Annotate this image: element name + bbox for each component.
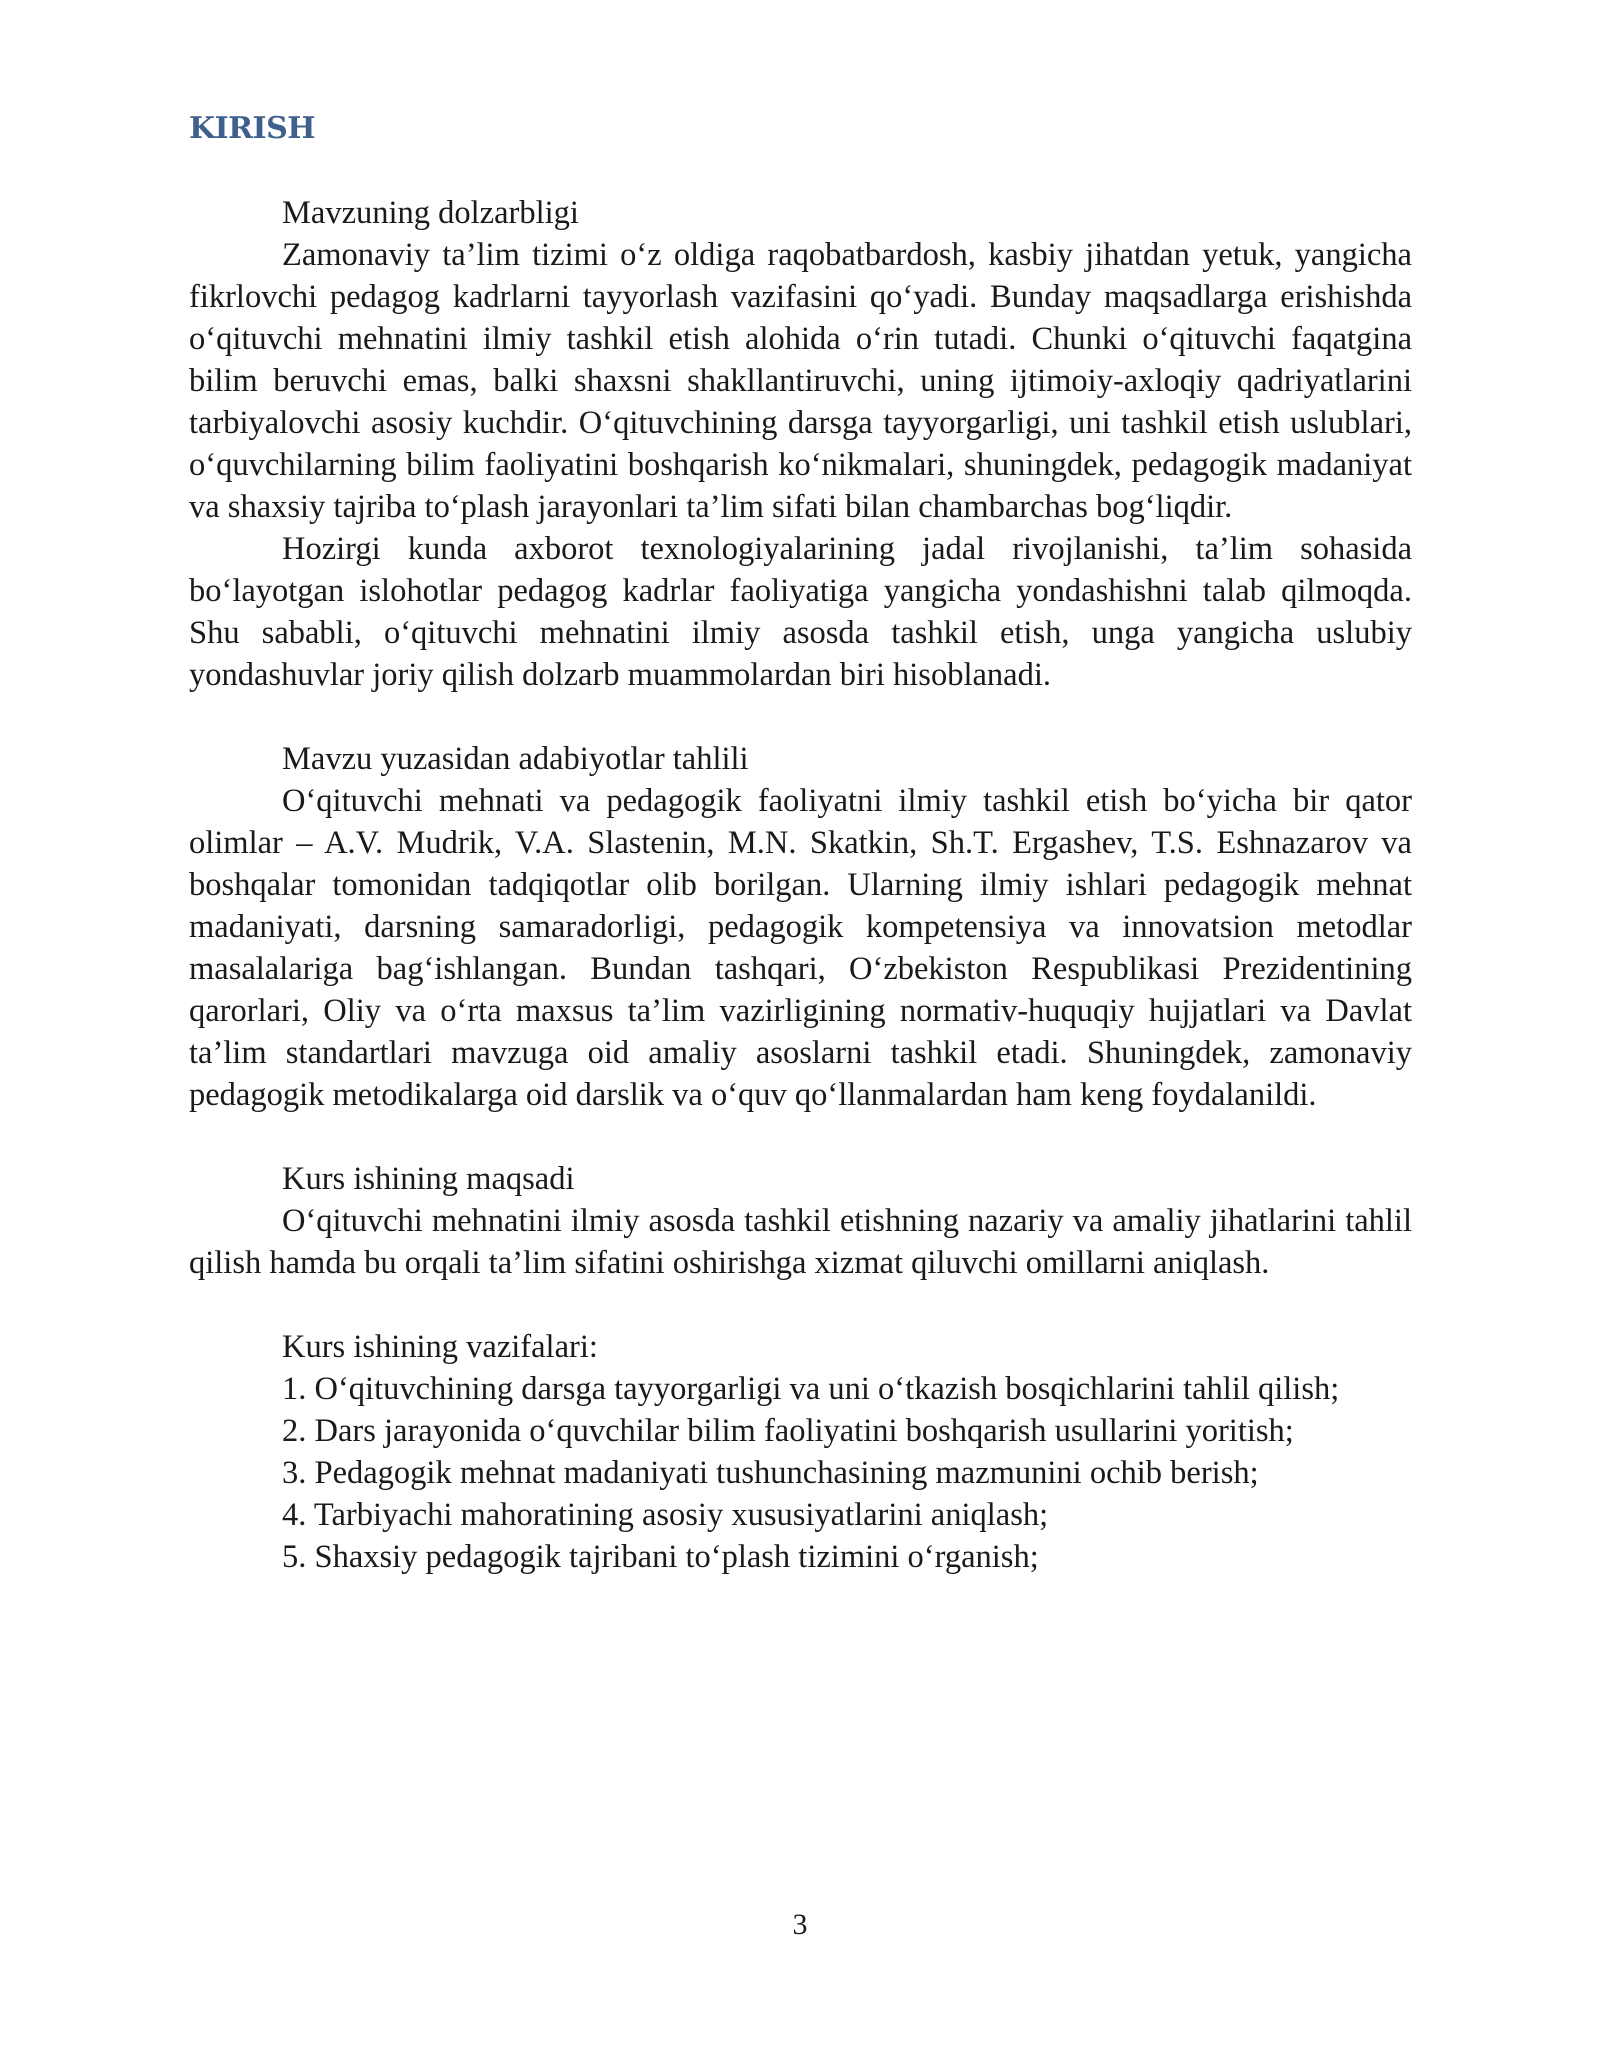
list-item: 2. Dars jarayonida o‘quvchilar bilim faoliyatini boshqarish usullarini yoritish;	[282, 1413, 1294, 1449]
section-subheading: Kurs ishining maqsadi	[282, 1161, 575, 1197]
section-subheading: Mavzu yuzasidan adabiyotlar tahlili	[282, 741, 749, 777]
page-number: 3	[792, 1908, 808, 1941]
task-list	[189, 1368, 1412, 1578]
paragraph: Zamonaviy ta’lim tizimi o‘z oldiga raqobatbardosh, kasbiy jihatdan yetuk, yangicha fikrlovchi pedagog kadrlarni tayyorlash vazifasini qo‘yadi. Bunday maqsadlarga erishishda o‘qituvchi mehnatini ilmiy tashkil etish alohida o‘rin tutadi. Chunki o‘qituvchi faqatgina bilim beruvchi emas, balki shaxsni shakllantiruvchi, uning ijtimoiy-axloqiy qadriyatlarini tarbiyalovchi asosiy kuchdir. O‘qituvchining darsga tayyorgarligi, uni tashkil etish uslublari, o‘quvchilarning bilim faoliyatini boshqarish ko‘nikmalari, shuningdek, pedagogik madaniyat va shaxsiy tajriba to‘plash jarayonlari ta’lim sifati bilan chambarchas bog‘liqdir.	[189, 237, 1412, 525]
section-relevance	[189, 192, 1412, 696]
section-subheading: Mavzuning dolzarbligi	[282, 195, 579, 231]
section-literature-review	[189, 738, 1412, 1116]
list-item: 4. Tarbiyachi mahoratining asosiy xususiyatlarini aniqlash;	[282, 1497, 1049, 1533]
section-tasks	[189, 1326, 1412, 1578]
page-content	[189, 108, 1412, 1578]
paragraph: O‘qituvchi mehnatini ilmiy asosda tashkil etishning nazariy va amaliy jihatlarini tahlil qilish hamda bu orqali ta’lim sifatini oshirishga xizmat qiluvchi omillarni aniqlash.	[189, 1203, 1412, 1281]
section-goal	[189, 1158, 1412, 1284]
section-subheading: Kurs ishining vazifalari:	[282, 1329, 598, 1365]
list-item: 1. O‘qituvchining darsga tayyorgarligi va uni o‘tkazish bosqichlarini tahlil qilish;	[282, 1371, 1340, 1407]
list-item: 3. Pedagogik mehnat madaniyati tushunchasining mazmunini ochib berish;	[282, 1455, 1259, 1491]
list-item: 5. Shaxsiy pedagogik tajribani to‘plash tizimini o‘rganish;	[282, 1539, 1039, 1575]
chapter-heading: KIRISH	[189, 111, 316, 146]
paragraph: O‘qituvchi mehnati va pedagogik faoliyatni ilmiy tashkil etish bo‘yicha bir qator olimlar – A.V. Mudrik, V.A. Slastenin, M.N. Skatkin, Sh.T. Ergashev, T.S. Eshnazarov va boshqalar tomonidan tadqiqotlar olib borilgan. Ularning ilmiy ishlari pedagogik mehnat madaniyati, darsning samaradorligi, pedagogik kompetensiya va innovatsion metodlar masalalariga bag‘ishlangan. Bundan tashqari, O‘zbekiston Respublikasi Prezidentining qarorlari, Oliy va o‘rta maxsus ta’lim vazirligining normativ-huquqiy hujjatlari va Davlat ta’lim standartlari mavzuga oid amaliy asoslarni tashkil etadi. Shuningdek, zamonaviy pedagogik metodikalarga oid darslik va o‘quv qo‘llanmalardan ham keng foydalanildi.	[189, 783, 1412, 1113]
paragraph: Hozirgi kunda axborot texnologiyalarining jadal rivojlanishi, ta’lim sohasida bo‘layotgan islohotlar pedagog kadrlar faoliyatiga yangicha yondashishni talab qilmoqda. Shu sababli, o‘qituvchi mehnatini ilmiy asosda tashkil etish, unga yangicha uslubiy yondashuvlar joriy qilish dolzarb muammolardan biri hisoblanadi.	[189, 531, 1412, 693]
